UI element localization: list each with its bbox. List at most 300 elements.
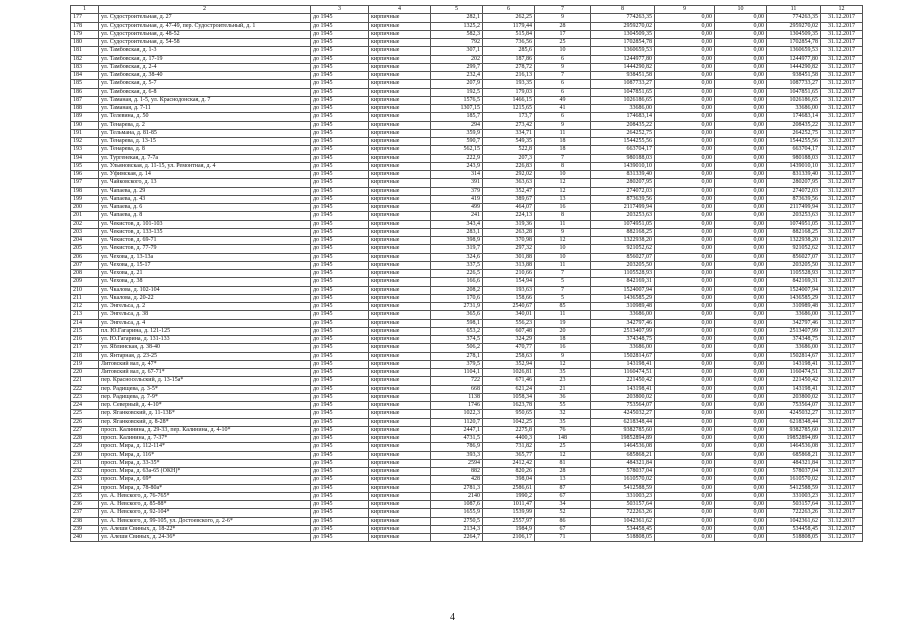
cost-b-cell: 0,00: [715, 72, 767, 80]
row-number-cell: 222: [71, 385, 99, 393]
row-number-cell: 204: [71, 237, 99, 245]
residents-cell: 9: [535, 228, 591, 236]
row-number-cell: 207: [71, 261, 99, 269]
header-cell: 6: [483, 6, 535, 14]
date-cell: 31.12.2017: [821, 303, 863, 311]
cost-balance-cell: 208435,22: [767, 121, 821, 129]
cost-total-cell: 1244977,80: [591, 55, 655, 63]
total-area-cell: 1746: [431, 402, 483, 410]
wall-material-cell: кирпичные: [369, 517, 431, 525]
table-row: [71, 286, 863, 294]
cost-b-cell: 0,00: [715, 63, 767, 71]
cost-b-cell: 0,00: [715, 402, 767, 410]
table-row: [71, 311, 863, 319]
cost-balance-cell: 1524007,94: [767, 286, 821, 294]
cost-a-cell: 0,00: [655, 162, 715, 170]
residents-cell: 10: [535, 171, 591, 179]
cost-a-cell: 0,00: [655, 72, 715, 80]
address-cell: просп. Мира, д. 69*: [99, 476, 311, 484]
registry-table: [70, 5, 863, 542]
built-period-cell: до 1945: [311, 88, 369, 96]
cost-b-cell: 0,00: [715, 105, 767, 113]
table-row: [71, 187, 863, 195]
row-number-cell: 188: [71, 105, 99, 113]
cost-balance-cell: 4245032,27: [767, 410, 821, 418]
wall-material-cell: кирпичные: [369, 303, 431, 311]
cost-total-cell: 722263,26: [591, 509, 655, 517]
residents-cell: 52: [535, 509, 591, 517]
cost-b-cell: 0,00: [715, 39, 767, 47]
cost-balance-cell: 1042361,62: [767, 517, 821, 525]
wall-material-cell: кирпичные: [369, 410, 431, 418]
cost-balance-cell: 1322938,20: [767, 237, 821, 245]
address-cell: ул. Тамбовская, д. 2-4: [99, 63, 311, 71]
cost-total-cell: 280207,95: [591, 179, 655, 187]
total-area-cell: 653,2: [431, 327, 483, 335]
total-area-cell: 170,6: [431, 294, 483, 302]
cost-a-cell: 0,00: [655, 459, 715, 467]
cost-b-cell: 0,00: [715, 336, 767, 344]
built-period-cell: до 1945: [311, 352, 369, 360]
table-row: [71, 113, 863, 121]
row-number-cell: 212: [71, 303, 99, 311]
residents-cell: 16: [535, 204, 591, 212]
cost-b-cell: 0,00: [715, 88, 767, 96]
table-row: [71, 261, 863, 269]
cost-a-cell: 0,00: [655, 303, 715, 311]
address-cell: ул. Энгельса, д. 2: [99, 303, 311, 311]
address-cell: ул. Судостроительная, д. 27: [99, 14, 311, 22]
address-cell: ул. А. Невского, д. 92-104*: [99, 509, 311, 517]
cost-b-cell: 0,00: [715, 80, 767, 88]
date-cell: 31.12.2017: [821, 492, 863, 500]
total-area-cell: 1087,6: [431, 501, 483, 509]
row-number-cell: 233: [71, 476, 99, 484]
residents-cell: 5: [535, 278, 591, 286]
wall-material-cell: кирпичные: [369, 319, 431, 327]
living-area-cell: 731,82: [483, 443, 535, 451]
built-period-cell: до 1945: [311, 55, 369, 63]
date-cell: 31.12.2017: [821, 121, 863, 129]
built-period-cell: до 1945: [311, 319, 369, 327]
date-cell: 31.12.2017: [821, 484, 863, 492]
table-row: [71, 319, 863, 327]
row-number-cell: 227: [71, 426, 99, 434]
cost-b-cell: 0,00: [715, 22, 767, 30]
date-cell: 31.12.2017: [821, 393, 863, 401]
cost-a-cell: 0,00: [655, 270, 715, 278]
table-row: [71, 517, 863, 525]
residents-cell: 12: [535, 187, 591, 195]
residents-cell: 23: [535, 377, 591, 385]
residents-cell: 32: [535, 410, 591, 418]
cost-b-cell: 0,00: [715, 476, 767, 484]
total-area-cell: 590,7: [431, 138, 483, 146]
cost-b-cell: 0,00: [715, 451, 767, 459]
built-period-cell: до 1945: [311, 113, 369, 121]
table-row: [71, 435, 863, 443]
address-cell: ул. Тенарева, д. 2: [99, 121, 311, 129]
address-cell: пер. Северный, д. 4-10*: [99, 402, 311, 410]
cost-b-cell: 0,00: [715, 393, 767, 401]
address-cell: ул. А. Невского, д. 76-765*: [99, 492, 311, 500]
table-row: [71, 80, 863, 88]
cost-b-cell: 0,00: [715, 228, 767, 236]
address-cell: ул. Таманая, д. 7-11: [99, 105, 311, 113]
cost-balance-cell: 221450,42: [767, 377, 821, 385]
table-row: [71, 121, 863, 129]
address-cell: ул. Энгельса, д. 38: [99, 311, 311, 319]
cost-b-cell: 0,00: [715, 30, 767, 38]
date-cell: 31.12.2017: [821, 327, 863, 335]
wall-material-cell: кирпичные: [369, 47, 431, 55]
wall-material-cell: кирпичные: [369, 204, 431, 212]
total-area-cell: 668: [431, 385, 483, 393]
residents-cell: 7: [535, 72, 591, 80]
built-period-cell: до 1945: [311, 39, 369, 47]
row-number-cell: 229: [71, 443, 99, 451]
total-area-cell: 299,7: [431, 63, 483, 71]
date-cell: 31.12.2017: [821, 30, 863, 38]
date-cell: 31.12.2017: [821, 286, 863, 294]
wall-material-cell: кирпичные: [369, 369, 431, 377]
residents-cell: 12: [535, 179, 591, 187]
residents-cell: 6: [535, 88, 591, 96]
total-area-cell: 222,9: [431, 154, 483, 162]
cost-a-cell: 0,00: [655, 88, 715, 96]
cost-total-cell: 1702854,78: [591, 39, 655, 47]
date-cell: 31.12.2017: [821, 195, 863, 203]
residents-cell: 12: [535, 360, 591, 368]
wall-material-cell: кирпичные: [369, 187, 431, 195]
residents-cell: 87: [535, 484, 591, 492]
residents-cell: 17: [535, 30, 591, 38]
table-row: [71, 418, 863, 426]
cost-b-cell: 0,00: [715, 418, 767, 426]
address-cell: ул. Чапаева, д. 8: [99, 212, 311, 220]
address-cell: ул. Тамбовская, д. 17-19: [99, 55, 311, 63]
address-cell: ул. Судостроительная, д. 48-52: [99, 30, 311, 38]
table-row: [71, 294, 863, 302]
cost-b-cell: 0,00: [715, 138, 767, 146]
cost-total-cell: 938451,58: [591, 72, 655, 80]
cost-total-cell: 203800,02: [591, 393, 655, 401]
total-area-cell: 562,15: [431, 146, 483, 154]
date-cell: 31.12.2017: [821, 204, 863, 212]
address-cell: ул. Энгельса, д. 4: [99, 319, 311, 327]
living-area-cell: 820,26: [483, 468, 535, 476]
row-number-cell: 219: [71, 360, 99, 368]
built-period-cell: до 1945: [311, 327, 369, 335]
wall-material-cell: кирпичные: [369, 237, 431, 245]
cost-balance-cell: 264252,75: [767, 129, 821, 137]
address-cell: ул. А. Невского, д. 85-88*: [99, 501, 311, 509]
living-area-cell: 671,46: [483, 377, 535, 385]
cost-balance-cell: 1544255,56: [767, 138, 821, 146]
cost-total-cell: 331003,23: [591, 492, 655, 500]
date-cell: 31.12.2017: [821, 162, 863, 170]
living-area-cell: 340,01: [483, 311, 535, 319]
table-row: [71, 468, 863, 476]
date-cell: 31.12.2017: [821, 105, 863, 113]
table-row: [71, 534, 863, 542]
living-area-cell: 154,94: [483, 278, 535, 286]
cost-a-cell: 0,00: [655, 220, 715, 228]
residents-cell: 34: [535, 501, 591, 509]
address-cell: Литовский вал, д. 47*: [99, 360, 311, 368]
cost-total-cell: 1360659,53: [591, 47, 655, 55]
table-row: [71, 352, 863, 360]
total-area-cell: 379: [431, 187, 483, 195]
address-cell: ул. Янтарная, д. 23-25: [99, 352, 311, 360]
cost-total-cell: 2959270,02: [591, 22, 655, 30]
living-area-cell: 1042,25: [483, 418, 535, 426]
cost-total-cell: 1464536,08: [591, 443, 655, 451]
wall-material-cell: кирпичные: [369, 195, 431, 203]
wall-material-cell: кирпичные: [369, 146, 431, 154]
cost-total-cell: 980188,03: [591, 154, 655, 162]
row-number-cell: 195: [71, 162, 99, 170]
cost-b-cell: 0,00: [715, 286, 767, 294]
total-area-cell: 208,2: [431, 286, 483, 294]
residents-cell: 9: [535, 14, 591, 22]
row-number-cell: 223: [71, 393, 99, 401]
header-cell: 8: [591, 6, 655, 14]
table-row: [71, 336, 863, 344]
residents-cell: 25: [535, 39, 591, 47]
wall-material-cell: кирпичные: [369, 360, 431, 368]
cost-b-cell: 0,00: [715, 154, 767, 162]
residents-cell: 55: [535, 402, 591, 410]
row-number-cell: 205: [71, 245, 99, 253]
row-number-cell: 197: [71, 179, 99, 187]
residents-cell: 5: [535, 294, 591, 302]
row-number-cell: 218: [71, 352, 99, 360]
cost-a-cell: 0,00: [655, 63, 715, 71]
cost-a-cell: 0,00: [655, 319, 715, 327]
living-area-cell: 224,13: [483, 212, 535, 220]
cost-total-cell: 1047851,65: [591, 88, 655, 96]
cost-a-cell: 0,00: [655, 286, 715, 294]
residents-cell: 8: [535, 212, 591, 220]
row-number-cell: 230: [71, 451, 99, 459]
cost-total-cell: 6218348,44: [591, 418, 655, 426]
header-cell: 12: [821, 6, 863, 14]
residents-cell: 28: [535, 468, 591, 476]
cost-total-cell: 5412588,59: [591, 484, 655, 492]
cost-balance-cell: 280207,95: [767, 179, 821, 187]
row-number-cell: 203: [71, 228, 99, 236]
cost-total-cell: 33686,00: [591, 105, 655, 113]
cost-total-cell: 203253,63: [591, 212, 655, 220]
row-number-cell: 221: [71, 377, 99, 385]
table-row: [71, 162, 863, 170]
address-cell: ул. Тенарева, д. 13-15: [99, 138, 311, 146]
cost-balance-cell: 578037,04: [767, 468, 821, 476]
cost-b-cell: 0,00: [715, 121, 767, 129]
cost-b-cell: 0,00: [715, 344, 767, 352]
residents-cell: 12: [535, 451, 591, 459]
cost-a-cell: 0,00: [655, 204, 715, 212]
row-number-cell: 224: [71, 402, 99, 410]
built-period-cell: до 1945: [311, 468, 369, 476]
wall-material-cell: кирпичные: [369, 253, 431, 261]
built-period-cell: до 1945: [311, 80, 369, 88]
date-cell: 31.12.2017: [821, 228, 863, 236]
total-area-cell: 1104,1: [431, 369, 483, 377]
table-row: [71, 39, 863, 47]
living-area-cell: 470,77: [483, 344, 535, 352]
total-area-cell: 232,4: [431, 72, 483, 80]
cost-total-cell: 342797,46: [591, 319, 655, 327]
date-cell: 31.12.2017: [821, 171, 863, 179]
total-area-cell: 226,5: [431, 270, 483, 278]
address-cell: просп. Мира, д. 63а-65 (ОКН)*: [99, 468, 311, 476]
residents-cell: 18: [535, 146, 591, 154]
row-number-cell: 206: [71, 253, 99, 261]
cost-balance-cell: 5412588,59: [767, 484, 821, 492]
table-row: [71, 195, 863, 203]
row-number-cell: 209: [71, 278, 99, 286]
wall-material-cell: кирпичные: [369, 55, 431, 63]
address-cell: ул. Судостроительная, д. 47-49, пер. Судостроительный, д. 1: [99, 22, 311, 30]
cost-b-cell: 0,00: [715, 410, 767, 418]
residents-cell: 7: [535, 270, 591, 278]
date-cell: 31.12.2017: [821, 47, 863, 55]
cost-balance-cell: 33686,00: [767, 311, 821, 319]
address-cell: просп. Мира, д. 116*: [99, 451, 311, 459]
table-row: [71, 105, 863, 113]
cost-a-cell: 0,00: [655, 278, 715, 286]
row-number-cell: 214: [71, 319, 99, 327]
living-area-cell: 363,63: [483, 179, 535, 187]
living-area-cell: 273,42: [483, 121, 535, 129]
wall-material-cell: кирпичные: [369, 129, 431, 137]
cost-total-cell: 831339,40: [591, 171, 655, 179]
row-number-cell: 189: [71, 113, 99, 121]
cost-total-cell: 310989,48: [591, 303, 655, 311]
total-area-cell: 2750,5: [431, 517, 483, 525]
address-cell: просп. Мира, д. 112-114*: [99, 443, 311, 451]
cost-balance-cell: 1444290,82: [767, 63, 821, 71]
wall-material-cell: кирпичные: [369, 121, 431, 129]
cost-balance-cell: 1360659,53: [767, 47, 821, 55]
total-area-cell: 2594: [431, 459, 483, 467]
cost-balance-cell: 1304509,35: [767, 30, 821, 38]
cost-total-cell: 264252,75: [591, 129, 655, 137]
wall-material-cell: кирпичные: [369, 286, 431, 294]
wall-material-cell: кирпичные: [369, 459, 431, 467]
total-area-cell: 307,1: [431, 47, 483, 55]
residents-cell: 10: [535, 47, 591, 55]
built-period-cell: до 1945: [311, 146, 369, 154]
living-area-cell: 1058,34: [483, 393, 535, 401]
header-row: [71, 6, 863, 14]
cost-balance-cell: 203205,50: [767, 261, 821, 269]
residents-cell: 13: [535, 476, 591, 484]
cost-a-cell: 0,00: [655, 435, 715, 443]
table-row: [71, 476, 863, 484]
wall-material-cell: кирпичные: [369, 80, 431, 88]
date-cell: 31.12.2017: [821, 14, 863, 22]
table-row: [71, 138, 863, 146]
total-area-cell: 192,5: [431, 88, 483, 96]
residents-cell: 21: [535, 385, 591, 393]
address-cell: ул. Яблинская, д. 38-40: [99, 344, 311, 352]
cost-balance-cell: 33686,00: [767, 344, 821, 352]
total-area-cell: 185,7: [431, 113, 483, 121]
cost-balance-cell: 2117499,94: [767, 204, 821, 212]
date-cell: 31.12.2017: [821, 63, 863, 71]
wall-material-cell: кирпичные: [369, 393, 431, 401]
cost-a-cell: 0,00: [655, 39, 715, 47]
wall-material-cell: кирпичные: [369, 30, 431, 38]
address-cell: ул. Таманая, д. 1-5, ул. Краснодонская, д. 7: [99, 96, 311, 104]
wall-material-cell: кирпичные: [369, 501, 431, 509]
cost-total-cell: 1502814,67: [591, 352, 655, 360]
cost-b-cell: 0,00: [715, 525, 767, 533]
total-area-cell: 1022,3: [431, 410, 483, 418]
table-row: [71, 47, 863, 55]
cost-a-cell: 0,00: [655, 410, 715, 418]
table-row: [71, 501, 863, 509]
address-cell: ул. Ульяновская, д. 11-15, ул. Ремонтная, д. 4: [99, 162, 311, 170]
table-row: [71, 96, 863, 104]
living-area-cell: 324,29: [483, 336, 535, 344]
cost-a-cell: 0,00: [655, 418, 715, 426]
row-number-cell: 192: [71, 138, 99, 146]
cost-balance-cell: 374348,75: [767, 336, 821, 344]
cost-balance-cell: 9382785,60: [767, 426, 821, 434]
residents-cell: 10: [535, 245, 591, 253]
table-row: [71, 385, 863, 393]
table-row: [71, 14, 863, 22]
cost-total-cell: 143198,41: [591, 360, 655, 368]
cost-b-cell: 0,00: [715, 212, 767, 220]
table-row: [71, 377, 863, 385]
cost-b-cell: 0,00: [715, 187, 767, 195]
cost-a-cell: 0,00: [655, 385, 715, 393]
wall-material-cell: кирпичные: [369, 138, 431, 146]
cost-b-cell: 0,00: [715, 195, 767, 203]
table-row: [71, 154, 863, 162]
cost-balance-cell: 143198,41: [767, 360, 821, 368]
wall-material-cell: кирпичные: [369, 435, 431, 443]
cost-balance-cell: 203800,02: [767, 393, 821, 401]
cost-a-cell: 0,00: [655, 501, 715, 509]
date-cell: 31.12.2017: [821, 55, 863, 63]
cost-balance-cell: 1074951,05: [767, 220, 821, 228]
date-cell: 31.12.2017: [821, 22, 863, 30]
table-row: [71, 212, 863, 220]
cost-balance-cell: 663704,17: [767, 146, 821, 154]
built-period-cell: до 1945: [311, 261, 369, 269]
living-area-cell: 607,48: [483, 327, 535, 335]
table-row: [71, 171, 863, 179]
address-cell: ул. Алеши Свиных, д. 18-22*: [99, 525, 311, 533]
cost-a-cell: 0,00: [655, 327, 715, 335]
table-row: [71, 344, 863, 352]
address-cell: просп. Мира, д. 78-80а*: [99, 484, 311, 492]
wall-material-cell: кирпичные: [369, 509, 431, 517]
address-cell: ул. Алеши Свиных, д. 24-36*: [99, 534, 311, 542]
total-area-cell: 1325,2: [431, 22, 483, 30]
table-row: [71, 369, 863, 377]
table-row: [71, 393, 863, 401]
built-period-cell: до 1945: [311, 402, 369, 410]
wall-material-cell: кирпичные: [369, 311, 431, 319]
built-period-cell: до 1945: [311, 369, 369, 377]
